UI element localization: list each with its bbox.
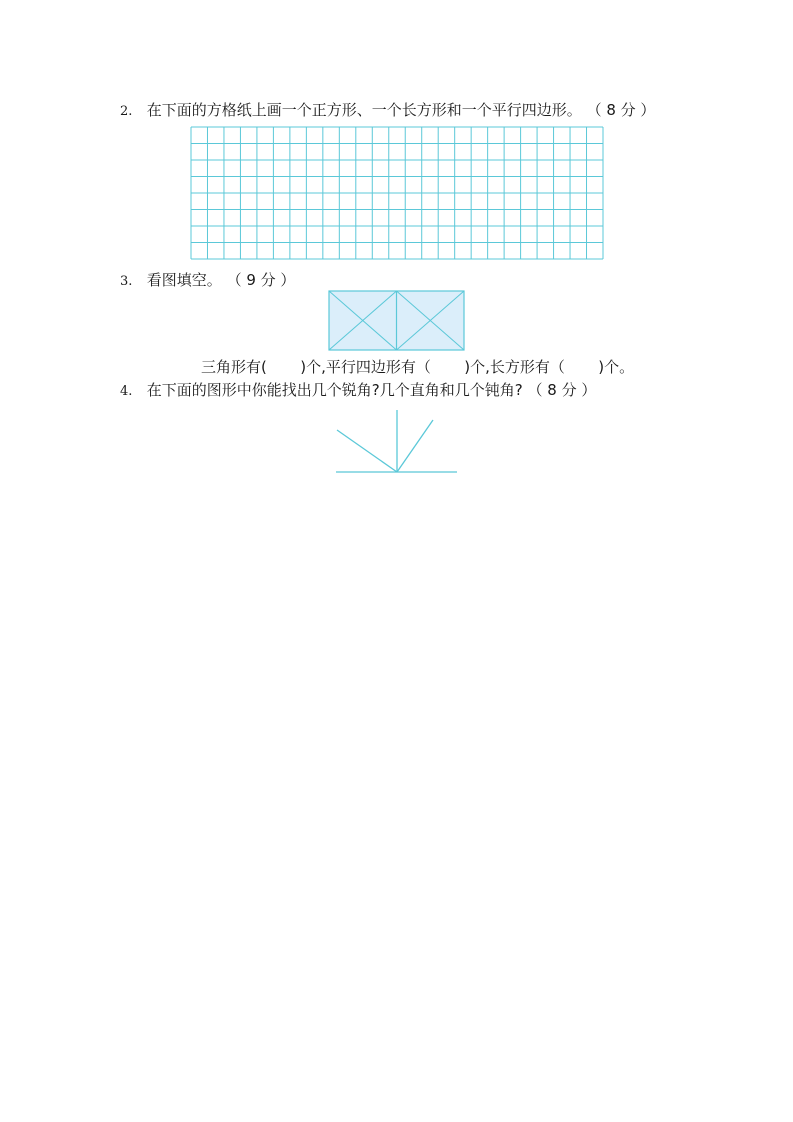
question-2-points: （ 8 分 ） <box>586 101 656 119</box>
angle-ray-right <box>397 420 433 472</box>
question-3-fill-blanks[interactable]: 三角形有( )个,平行四边形有（ )个,长方形有（ )个。 <box>201 358 635 376</box>
question-2-text: 在下面的方格纸上画一个正方形、一个长方形和一个平行四边形。 <box>146 101 582 119</box>
question-4 <box>120 381 596 401</box>
rectangle-figure <box>328 290 466 352</box>
question-4-number: 4. <box>120 384 133 399</box>
angle-ray-left <box>337 430 397 472</box>
question-4-points: （ 8 分 ） <box>527 381 597 399</box>
question-3-points: （ 9 分 ） <box>226 271 296 289</box>
question-2-number: 2. <box>120 104 133 119</box>
question-3 <box>120 271 295 291</box>
square-grid-paper[interactable] <box>190 126 604 260</box>
question-4-text: 在下面的图形中你能找出几个锐角?几个直角和几个钝角? <box>146 381 523 399</box>
question-2 <box>120 101 655 121</box>
angles-figure <box>330 405 462 477</box>
question-3-text: 看图填空。 <box>146 271 222 289</box>
question-3-number: 3. <box>120 274 133 289</box>
